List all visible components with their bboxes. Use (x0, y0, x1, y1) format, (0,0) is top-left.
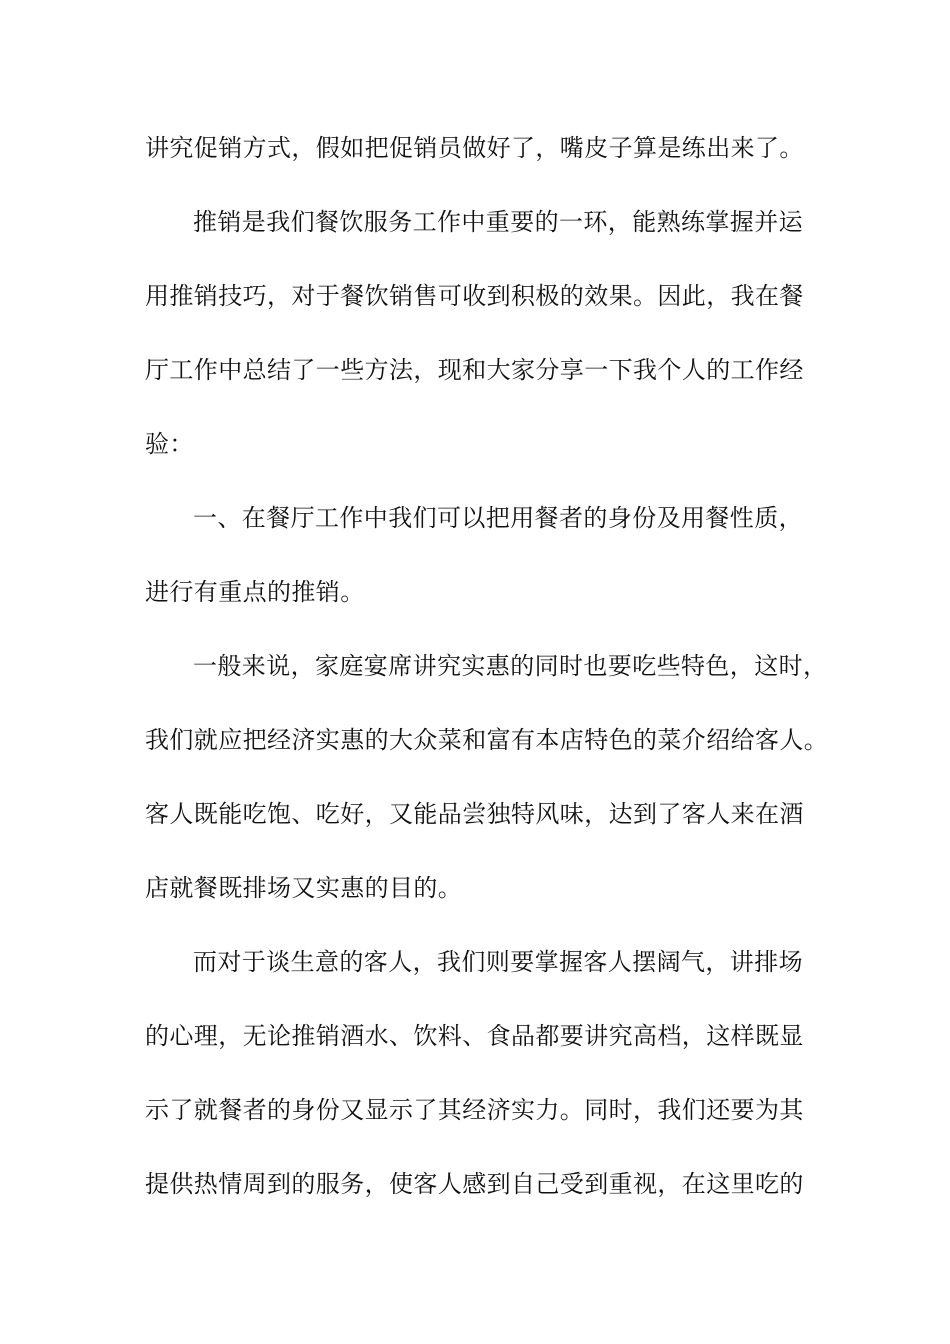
text-line: 提供热情周到的服务，使客人感到自己受到重视，在这里吃的 (145, 1170, 804, 1198)
text-line: 客人既能吃饱、吃好，又能品尝独特风味，达到了客人来在酒 (145, 800, 804, 828)
text-line: 厅工作中总结了一些方法，现和大家分享一下我个人的工作经 (145, 356, 804, 384)
paragraph-start-line: 一般来说，家庭宴席讲究实惠的同时也要吃些特色，这时， (193, 652, 828, 680)
paragraph-start-line: 推销是我们餐饮服务工作中重要的一环，能熟练掌握并运 (193, 208, 803, 236)
text-line: 用推销技巧，对于餐饮销售可收到积极的效果。因此，我在餐 (145, 282, 804, 310)
text-line: 进行有重点的推销。 (145, 578, 365, 606)
text-line: 讲究促销方式，假如把促销员做好了，嘴皮子算是练出来了。 (145, 134, 804, 162)
text-line: 的心理，无论推销酒水、饮料、食品都要讲究高档，这样既显 (145, 1022, 804, 1050)
text-line: 示了就餐者的身份又显示了其经济实力。同时，我们还要为其 (145, 1096, 804, 1124)
paragraph-start-line: 而对于谈生意的客人，我们则要掌握客人摆阔气，讲排场 (193, 948, 803, 976)
text-line: 店就餐既排场又实惠的目的。 (145, 874, 463, 902)
text-line: 验： (145, 430, 194, 458)
text-line: 我们就应把经济实惠的大众菜和富有本店特色的菜介绍给客人。 (145, 726, 829, 754)
document-body (145, 130, 829, 1240)
paragraph-start-line: 一、在餐厅工作中我们可以把用餐者的身份及用餐性质， (193, 504, 803, 532)
